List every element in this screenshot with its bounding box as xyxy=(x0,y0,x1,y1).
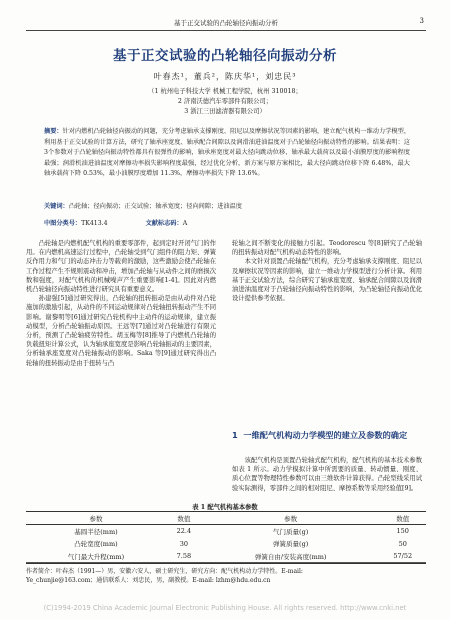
table-cell: 57/52 xyxy=(379,550,426,563)
abstract-text: 针对内燃机凸轮轴径向振动的问题，充分考虑轴承支撑刚度、阻尼以及摩擦状况等因素的影响，建立配气机构一维动力学模型，利用基于正交试验的计算方法，研究了轴承座宽度、轴承配合间隙以及润滑油进油温度对于凸轮轴径向振动特性的影响。结果表明：这3个参数对于凸轮轴径向振动特性都具有很弹性的影响，轴承座宽度对最大径向跳动位移、轴承最大载荷以及最小油膜厚度的影响程度最强；润滑机油进油温度对摩擦功率损失影响程度最强，经过优化分析，新方案与原方案相比，最大径向跳动位移下降 6.48%，最大轴承载荷下降 0.53%，最小油膜厚度增加 11.3%，摩擦功率损失下降 13.6%。 xyxy=(44,128,411,177)
left-paragraph-1: 凸轮轴是内燃机配气机构的重要零部件，起到定时开闭气门的作用。在内燃机高速运行过程中，凸轮轴受到气门组件的阻力矩、弹簧反作用力和气门的动态冲击力等载荷的激励，这些激励会使凸轮轴在工作过程产生不规则震动和冲击，增加凸轮轴与从动件之间的磨损次数和强度，对配气机构的机械噪声产生重要影响[1-4]。因此对内燃机凸轮轴径向振动特性进行研究具有重要意义。 xyxy=(26,240,216,294)
table-header-row xyxy=(26,512,426,525)
copyright-footer: (C)1994-2019 China Academic Journal Electronic Publishing House. All rights reserved. http://www.cnki.net xyxy=(43,604,407,612)
section-title: 一维配气机构动力学模型的建立及参数的确定 xyxy=(243,430,408,440)
authors: 叶春杰¹，董兵²，陈庆华¹，刘忠民³ xyxy=(153,72,297,81)
keywords-label: 关键词： xyxy=(44,203,69,210)
table-row xyxy=(26,538,426,551)
table-cell: 凸轮宽度(mm) xyxy=(74,540,118,549)
table-cell: 22.4 xyxy=(176,527,192,536)
classification xyxy=(44,218,410,227)
table-cell: 150 xyxy=(396,527,409,536)
doc-code xyxy=(146,220,188,227)
table-cell: 50 xyxy=(398,539,407,548)
footnote-line-1: 作者简介：叶春杰（1991—）男，安徽六安人，硕士研究生，研究方向：配气机构动力学特性。E-mail: xyxy=(26,568,303,575)
doc-value: A xyxy=(182,220,188,227)
right-column xyxy=(232,239,422,303)
keywords xyxy=(44,201,410,210)
right-paragraph-2: 本文针对顶置凸轮轴配气机构，充分考虑轴承支撑刚度、阻尼以及摩擦状况等因素的影响，建立一维动力学模型进行分析计算。利用基于正交试验方法，综合研究了轴承座宽度、轴承配合间隙以及润滑油进油温度对于凸轮轴径向振动特性的影响，为凸轮轴径向振动优化设计提供参考依据。 xyxy=(232,258,422,303)
section-heading xyxy=(232,430,422,441)
footnote-line-2: Ye_chunjie@163.com；通信联系人：刘忠民，男，副教授。E-mail: lzhm@hdu.edu.cn xyxy=(26,577,271,584)
clc-code xyxy=(44,220,108,227)
section-paragraph: 该配气机构是顶置凸轮轴式配气机构，配气机构的基本技术参数如表 1 所示。动力学模拟计算中所需要的质量、转动惯量、刚度、质心位置等物理特性参数可以由三维软件计算获得。凸轮型线采用试验实际测得，零部件之间的相对阻尼、摩擦系数等采用经验值[9]。 xyxy=(232,457,422,492)
table-cell: 30 xyxy=(179,539,189,548)
table-cell: 基圆半径(mm) xyxy=(74,527,118,536)
table-caption: 表 1 配气机构基本参数 xyxy=(192,504,258,511)
affiliation-1: （1 杭州电子科技大学 机械工程学院，杭州 310018； xyxy=(148,88,302,95)
paper-title: 基于正交试验的凸轮轴径向振动分析 xyxy=(113,48,337,64)
table-row xyxy=(26,525,426,538)
table-header: 参数 xyxy=(202,512,380,525)
table-cell: 7.58 xyxy=(166,550,202,563)
running-header xyxy=(26,16,426,31)
table-cell: 弹簧质量(g) xyxy=(273,540,309,549)
right-paragraph-1: 轮轴之间不断变化的接触力引起。Teodorescu 等[8]研究了凸轮轴的扭转振动对配气机构动态特性的影响。 xyxy=(232,240,422,257)
abstract xyxy=(44,127,410,180)
clc-label: 中图分类号： xyxy=(44,220,82,227)
doc-label: 文献标志码： xyxy=(145,220,183,227)
section-number: 1 xyxy=(232,430,238,440)
left-column xyxy=(26,239,216,368)
abstract-label: 摘要： xyxy=(44,128,63,135)
footnote xyxy=(26,562,426,585)
clc-value: TK413.4 xyxy=(81,220,108,227)
keywords-text: 凸轮轴；径向振动；正交试验；轴承宽度；径向间隙；进油温度 xyxy=(68,203,242,210)
running-header-title: 基于正交试验的凸轮轴径向振动分析 xyxy=(174,19,278,27)
table-header: 参数 xyxy=(26,512,166,525)
table-header: 数值 xyxy=(379,512,426,525)
left-paragraph-2: 孙建强[5]通过研究得出，凸轮轴的扭转振动是由从动件对凸轮施加的激励引起，从动件的不同运动规律对凸轮轴扭转振动产生不同影响。谢黎明等[6]通过研究凸轮机构中主动件的运动规律，建立振动模型，分析凸轮轴振动原因。王远等[7]通过对凸轮轴进行有限元分析，预测了凸轮轴疲劳特性。胡玉梅等[8]推导了内燃机凸轮轴的负载扭矩计算公式，认为轴承座宽度是影响凸轮轴振动的主要因素，分析轴承座宽度对凸轮轴振动的影响。Saka 等[9]通过研究得出凸轮轴的扭转振动是由于扭转与凸 xyxy=(26,295,216,367)
page-number: 3 xyxy=(419,17,424,25)
table-cell: 气门质量(g) xyxy=(273,527,309,536)
table-header: 数值 xyxy=(166,512,202,525)
table-cell: 气门最大升程(mm) xyxy=(26,550,166,563)
table-cell: 弹簧自由/安装高度(mm) xyxy=(202,550,380,563)
affiliation-2: 2 济南沃德汽车零部件有限公司； xyxy=(177,98,273,105)
affiliation-3: 3 浙江三田滤清器有限公司） xyxy=(184,108,266,115)
section-body xyxy=(232,456,422,493)
parameter-table xyxy=(26,511,426,564)
